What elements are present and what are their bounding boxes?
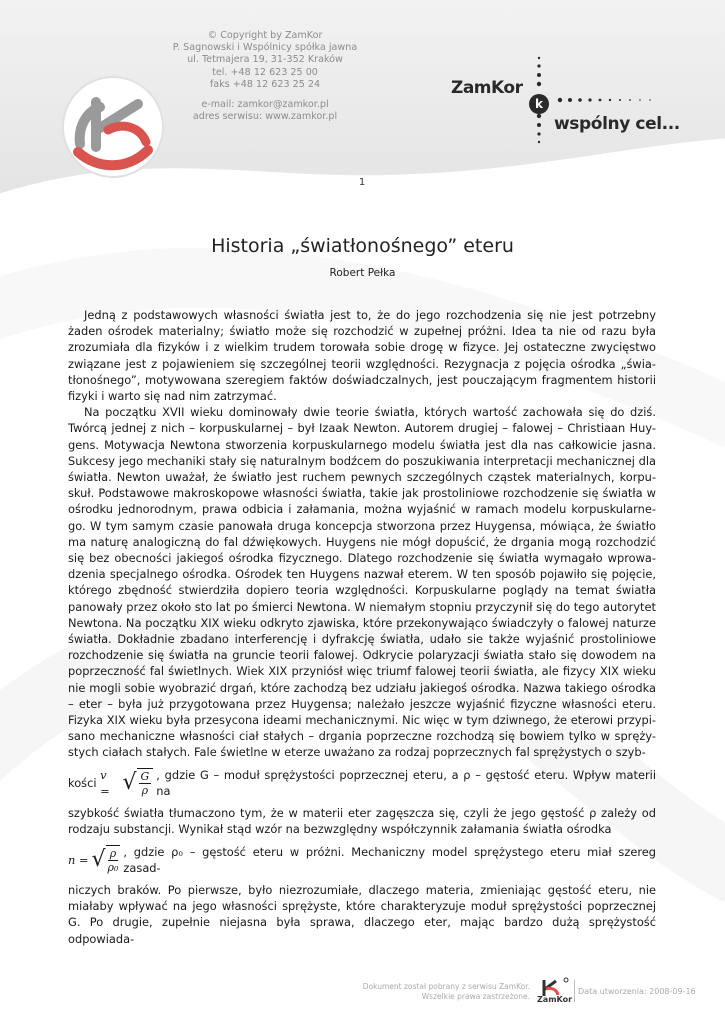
brand-slogan: wspólny cel...	[554, 114, 680, 134]
formula-index	[68, 845, 123, 875]
contact-block	[140, 30, 390, 123]
copyright-line: © Copyright by ZamKor	[207, 30, 323, 41]
paragraph-defects: niczych braków. Po pierwsze, było niezrozumiałe, dlaczego materia, zmieniając gęstość eteru, nie miałaby wpływać na jego własności sprężyste, które charakteryzuje moduł sprężystości poprzecznej G. Po drugie, zupełnie niejasna była sprawa, dlaczego eter, mając bardzo dużą sprężystość odpowiada-	[68, 882, 656, 946]
page-number: 1	[358, 177, 366, 188]
brand-dots-decoration	[520, 50, 720, 170]
document-title: Historia „światłonośnego” eteru	[211, 235, 514, 257]
formula-index-numerator: ρ	[109, 846, 117, 860]
footer-line-source: Dokument został pobrany z serwisu ZamKor.	[362, 982, 530, 991]
footer-line-rights: Wszelkie prawa zastrzeżone.	[421, 992, 530, 1001]
formula-velocity-suffix: , gdzie G – moduł sprężystości poprzecznej eteru, a ρ – gęstość eteru. Wpływ materii na	[156, 767, 656, 798]
brand-badge-icon: k	[529, 94, 549, 114]
address-line: ul. Tetmajera 19, 31-352 Kraków	[187, 54, 343, 66]
footer-brand: ZamKor	[537, 995, 573, 1004]
formula-velocity	[97, 767, 157, 799]
email-line[interactable]: e-mail: zamkor@zamkor.pl	[201, 99, 329, 111]
paragraph-intro: Jedną z podstawowych własności światła jest to, że do jego rozchodzenia się nie jest potrzebny żaden ośrodek materialny; światło może się rozchodzić w zupełnej próżni. Idea ta nie od razu była zrozumiała dla fizyków i z wielkim trudem torowała sobie drogę w fizyce. Jej ostateczne zwycięstwo związane jest z pojawieniem się szczególnej teorii względności. Rezygnacja z pojęcia ośrodka „świa-tłonośnego”, motywowana szeregiem faktów doświadczalnych, jest pouczającym fragmentem historii fizyki i warto się nad nim zatrzymać.	[68, 308, 656, 404]
paragraph-density: szybkość światła tłumaczono tym, że w materii eter zagęszcza się, czyli że jego gęstość ρ zależy od rodzaju substancji. Wynikał stąd wzór na bezwzględny współczynnik załamania światła ośrodka	[68, 806, 656, 837]
sqrt-symbol: √ $\frac{G}{\rho}$	[122, 768, 153, 798]
fax-line: faks +48 12 623 25 24	[209, 78, 321, 90]
document-author: Robert Pełka	[329, 267, 396, 279]
company-line: P. Sagnowski i Wspólnicy spółka jawna	[172, 42, 358, 54]
phone-line: tel. +48 12 623 25 00	[212, 66, 318, 78]
formula-index-lhs: n =	[68, 852, 89, 867]
formula-velocity-lhs: v =	[100, 767, 110, 798]
formula-velocity-denominator: ρ	[141, 783, 149, 797]
formula-index-suffix: , gdzie ρ₀ – gęstość eteru w próżni. Mechaniczny model sprężystego eteru miał szereg zasad-	[123, 844, 656, 875]
formula-velocity-line	[68, 767, 656, 799]
footer-date: Data utworzenia: 2008-09-16	[578, 987, 696, 996]
article-body	[68, 307, 656, 947]
website-line[interactable]: adres serwisu: www.zamkor.pl	[192, 111, 338, 123]
formula-velocity-prefix: kości	[68, 775, 97, 790]
footer-notice	[330, 982, 530, 1002]
footer-divider	[574, 980, 575, 1002]
formula-index-denominator: ρ₀	[107, 860, 119, 874]
formula-index-line	[68, 844, 656, 876]
formula-velocity-numerator: G	[140, 769, 150, 783]
sqrt-symbol: √ $\frac{\rho}{\text{ρ₀}}$	[91, 846, 119, 874]
brand-name: ZamKor	[451, 78, 523, 98]
paragraph-history: Na początku XVII wieku dominowały dwie teorie światła, których wartość zachowała się do dziś. Twórcą jednej z nich – korpuskularnej – był Izaak Newton. Autorem drugiej – falowej – Christiaan Huy-gens. Motywacja Newtona stworzenia korpuskularnego modelu światła jest dla nas całkowicie jasna. Sukcesy jego mechaniki stały się naturalnym bodźcem do poszukiwania interpretacji mechanicznej dla światła. Newton uważał, że światło jest ruchem pewnych szczególnych cząstek materialnych, korpu-skuł. Podstawowe makroskopowe własności światła, takie jak prostoliniowe rozchodzenie się światła w ośrodku jednorodnym, prawa odbicia i załamania, można wyjaśnić w ramach modelu korpuskularne-go. W tym samym czasie panowała druga koncepcja stworzona przez Huygensa, mówiąca, że światło ma naturę analogiczną do fal dźwiękowych. Huygens nie mógł dopuścić, że drgania mogą rozchodzić się bez obecności jakiegoś ośrodka fizycznego. Dlatego rozchodzenie się światła wymagało wprowa-dzenia specjalnego ośrodka. Ośrodek ten Huygens nazwał eterem. W ten sposób pojawiło się pojęcie, którego zbędność stwierdziła dopiero teoria względności. Korpuskularne poglądy na temat światła panowały przez około sto lat po śmierci Newtona. W niemałym stopniu przyczynił się do tego autorytet Newtona. Na początku XIX wieku odkryto zjawiska, które przekonywająco świadczyły o falowej naturze światła. Dokładnie zbadano interferencję i dyfrakcję światła, udało sie także wyjaśnić prostoliniowe rozchodzenie się światła na gruncie teorii falowej. Odkrycie polaryzacji światła stało się dowodem na poprzeczność fal świetlnych. Wiek XIX przyniósł więc triumf falowej teorii światła, ale fizycy XIX wieku nie mogli sobie wyobrazić drgań, które zachodzą bez udziału jakiegoś ośrodka. Nazwa takiego ośrodka – eter – była już przygotowana przez Huygensa; należało jeszcze wyjaśnić fizyczne własności eteru. Fizyka XIX wieku była przesycona ideami mechanicznymi. Nic więc w tym dziwnego, że eterowi przypi-sano mechaniczne własności ciał stałych – drgania poprzeczne rozchodzą się bowiem tylko w spręży-stych ciałach stałych. Fale świetlne w eterze uważano za rodzaj poprzecznych fal sprężystych o szyb-	[68, 405, 656, 760]
